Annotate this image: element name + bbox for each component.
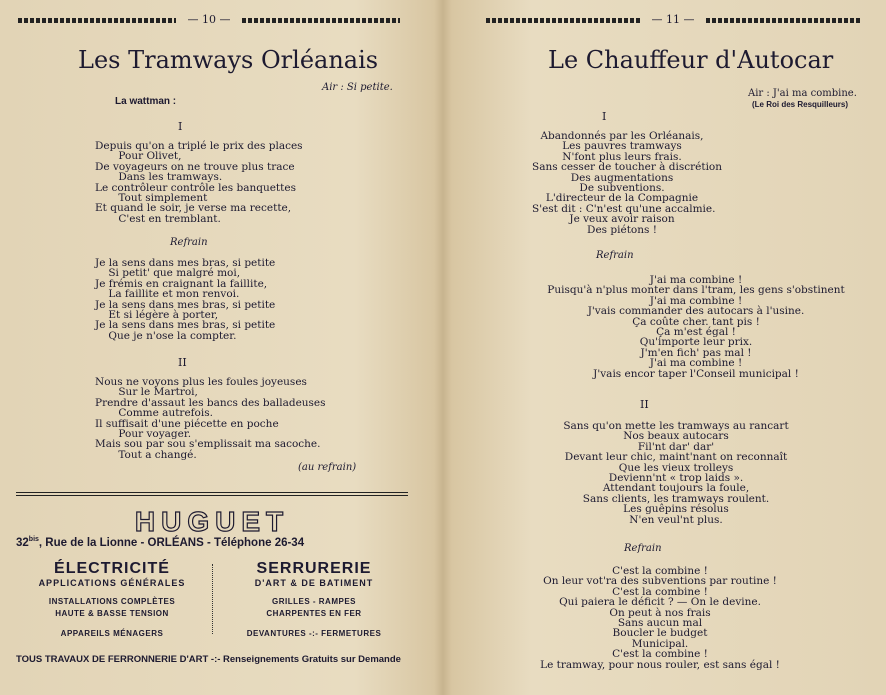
verse-1: Abandonnés par les Orléanais, Les pauvres tramways N'font plus leurs frais. Sans cesser de toucher à discrétion Des augmentations De subventions. L'directeur de la Compagnie S'est dit : C'n'est qu'une accalmie. Je veux avoir raison Des piétons ! — [532, 130, 723, 236]
refrain-label: Refrain — [170, 237, 208, 248]
song-title: Les Tramways Orléanais — [78, 46, 379, 74]
address-line — [16, 536, 408, 549]
refrain-text: Je la sens dans mes bras, si petite Si petit' que malgré moi, Je frémis en craignant la faillite, La faillite et mon renvoi. Je la sens dans mes bras, si petite Et si légère à porter, Je la sens dans mes bras, si petite Que je n'ose la compter. — [95, 257, 276, 342]
right-page — [446, 0, 886, 695]
service-item: GRILLES - RAMPES — [271, 597, 356, 606]
verse-2: Sans qu'on mette les tramways au rancart Nos beaux autocars Fil'nt dar' dar' Devant leur chic, maint'nant on reconnaît Que les vieux trolleys Devienn'nt « trop laids ». Attendant toujours la foule, Sans clients, les tramways roulent. Les guêpins résolus N'en veul'nt plus. — [563, 420, 789, 526]
header-dots — [706, 18, 860, 23]
service-item: CHARPENTES EN FER — [266, 609, 362, 618]
electricite-title: ÉLECTRICITÉ — [54, 560, 170, 577]
header-dots — [18, 18, 176, 23]
verse-1: Depuis qu'on a triplé le prix des places Pour Olivet, De voyageurs on ne trouve plus trace Dans les tramways. Le contrôleur contrôle les banquettes Tout simplement Et quand le soir, je verse ma recette, C'est en tremblant. — [95, 140, 303, 225]
au-refrain: (au refrain) — [298, 462, 357, 473]
electricite-column — [16, 560, 208, 640]
service-item: INSTALLATIONS COMPLÈTES — [48, 597, 176, 606]
air-label: Air : J'ai ma combine. — [748, 88, 857, 99]
section-number: I — [602, 110, 607, 123]
header-dots — [242, 18, 400, 23]
page-header-right — [486, 13, 860, 26]
service-item: HAUTE & BASSE TENSION — [55, 609, 169, 618]
service-item: APPAREILS MÉNAGERS — [60, 629, 164, 638]
song-title: Le Chauffeur d'Autocar — [548, 46, 834, 74]
huguet-advertisement — [16, 492, 408, 682]
page-number: — 10 — — [187, 13, 231, 26]
divider — [16, 492, 408, 493]
refrain-label: Refrain — [596, 250, 634, 261]
serrurerie-subtitle: D'ART & DE BATIMENT — [254, 578, 374, 588]
brand-name: HUGUET — [134, 506, 290, 537]
serrurerie-column — [218, 560, 410, 640]
left-page — [0, 0, 440, 695]
address-text: , Rue de la Lionne - ORLÉANS - Téléphone 26-34 — [38, 536, 305, 549]
ad-footer: TOUS TRAVAUX DE FERRONNERIE D'ART -:- Renseignements Gratuits sur Demande — [16, 654, 401, 665]
refrain-2-text: C'est la combine ! On leur vot'ra des subventions par routine ! C'est la combine ! Qui paiera le déficit ? — On le devine. On peut à nos frais Sans aucun mal Boucler le budget Municipal. C'est la combine ! Le tramway, pour nous rouler, est sans égal ! — [540, 565, 780, 671]
serrurerie-title: SERRURERIE — [256, 560, 372, 577]
divider — [16, 495, 408, 496]
section-number: I — [178, 120, 183, 133]
header-dots — [486, 18, 640, 23]
section-number: II — [178, 356, 187, 369]
air-source: (Le Roi des Resquilleurs) — [752, 100, 849, 109]
page-number: — 11 — — [651, 13, 695, 26]
verse-2: Nous ne voyons plus les foules joyeuses Sur le Martroi, Prendre d'assaut les bancs des balladeuses Comme autrefois. Il suffisait d'une piécette en poche Pour voyager. Mais sou par sou s'emplissait ma sacoche. Tout a changé. — [95, 376, 326, 461]
page-header-left — [18, 13, 400, 26]
refrain-text: J'ai ma combine ! Puisqu'à n'plus monter dans l'tram, les gens s'obstinent J'ai ma combine ! J'vais commander des autocars à l'usine. Ça coûte cher. tant pis ! Ça m'est égal ! Qu'importe leur prix. J'm'en fich' pas mal ! J'ai ma combine ! J'vais encor taper l'Conseil municipal ! — [547, 274, 845, 380]
address-number: 32 — [16, 536, 29, 549]
section-number: II — [640, 398, 649, 411]
service-item: DEVANTURES -:- FERMETURES — [246, 629, 382, 638]
speaker-label: La wattman : — [115, 96, 177, 107]
refrain-label: Refrain — [624, 543, 662, 554]
address-superscript: bis — [28, 536, 39, 543]
column-separator — [212, 564, 213, 634]
electricite-subtitle: APPLICATIONS GÉNÉRALES — [38, 578, 186, 588]
air-label: Air : Si petite. — [322, 82, 393, 93]
